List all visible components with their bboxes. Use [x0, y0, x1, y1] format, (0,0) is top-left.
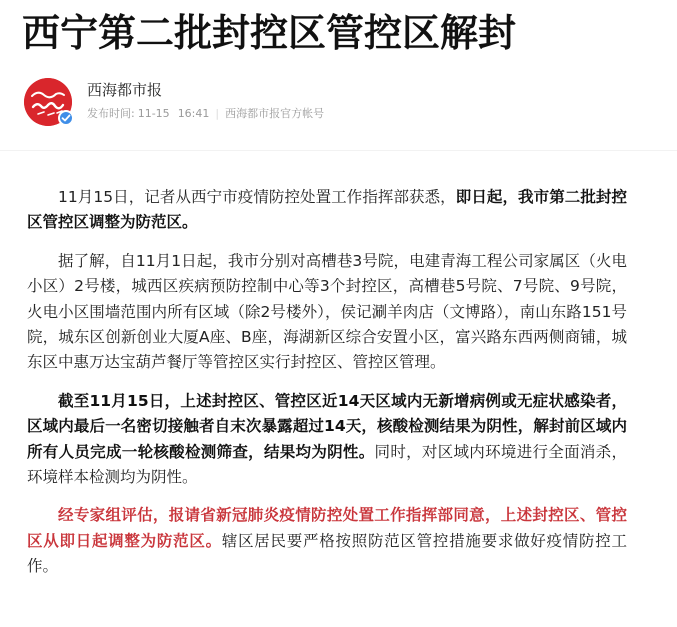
- publish-time: 16:41: [177, 107, 210, 120]
- publish-time-label: 发布时间:: [87, 107, 135, 120]
- p1-bold-text: 即日起，我市第二批封控区管控区调整为防范区。: [27, 188, 627, 232]
- p3-text: 同时，对区域内环境进行全面消杀，环境样本检测均为阴性。: [27, 442, 627, 487]
- meta-divider: |: [215, 107, 220, 120]
- verified-badge-icon: [58, 110, 74, 126]
- article-body: [27, 185, 627, 593]
- publish-meta: [87, 106, 330, 122]
- article-title: 西宁第二批封控区管控区解封: [22, 11, 517, 55]
- official-account-label: 西海都市报官方帐号: [225, 107, 325, 120]
- publish-date: 11-15: [137, 107, 170, 120]
- paragraph-4: [27, 503, 627, 579]
- author-info: [24, 74, 644, 130]
- p4-text: 辖区居民要严格按照防范区管控措施要求做好疫情防控工作。: [27, 531, 627, 576]
- paragraph-3: [27, 389, 627, 491]
- p1-text: 11月15日，记者从西宁市疫情防控处置工作指挥部获悉，: [58, 188, 456, 206]
- p4-highlight-text: 经专家组评估，报请省新冠肺炎疫情防控处置工作指挥部同意，上述封控区、管控区从即日起调整为防范区。: [27, 506, 627, 550]
- author-name-link[interactable]: 西海都市报: [87, 81, 163, 99]
- p3-bold-text: 截至11月15日，上述封控区、管控区近14天区域内无新增病例或无症状感染者，区域内最后一名密切接触者自末次暴露超过14天，核酸检测结果为阴性，解封前区域内所有人员完成一轮核酸检测筛查，结果均为阴性。: [27, 391, 627, 461]
- paragraph-2: 据了解，自11月1日起，我市分别对高槽巷3号院，电建青海工程公司家属区（火电小区）2号楼，城西区疾病预防控制中心等3个封控区，高槽巷5号院、7号院、9号院，火电小区围墙范围内所有区域（除2号楼外），侯记涮羊肉店（文博路），南山东路151号院，城东区创新创业大厦A座、B座，海湖新区综合安置小区，富兴路东西两侧商铺，城东区中惠万达宝葫芦餐厅等管控区实行封控区、管控区管理。: [27, 251, 627, 372]
- header-divider: [0, 150, 677, 151]
- paragraph-1: [27, 185, 627, 236]
